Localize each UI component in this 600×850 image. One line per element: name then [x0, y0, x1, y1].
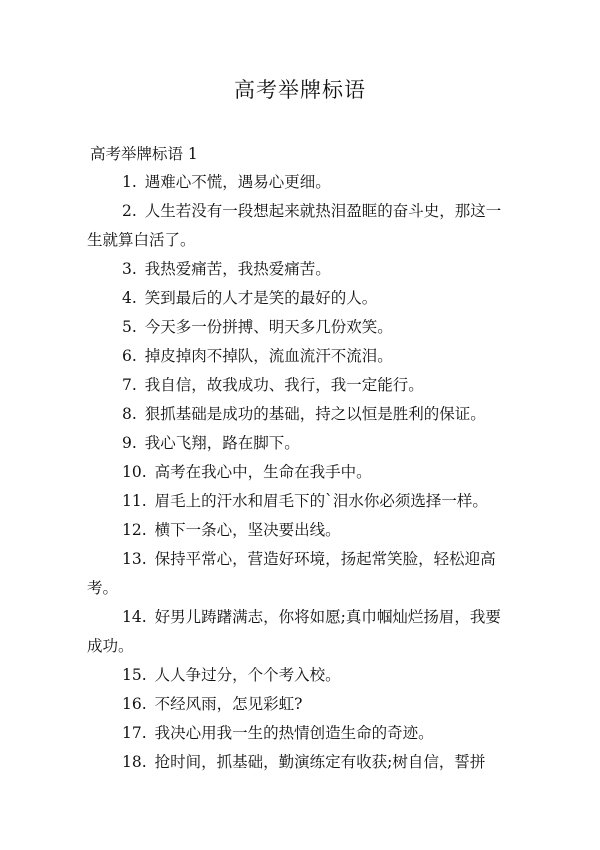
slogan-list	[87, 168, 515, 777]
item-number: 6.	[122, 347, 137, 365]
list-item	[87, 690, 515, 719]
item-text: 我决心用我一生的热情创造生命的奇迹。	[154, 724, 434, 742]
list-item	[87, 400, 515, 429]
item-text: 掉皮掉肉不掉队，流血流汗不流泪。	[144, 347, 393, 365]
item-text: 眉毛上的汗水和眉毛下的`泪水你必须选择一样。	[154, 492, 488, 510]
item-number: 8.	[122, 405, 137, 423]
item-number: 9.	[122, 434, 137, 452]
item-text: 笑到最后的人才是笑的最好的人。	[144, 289, 378, 307]
item-number: 18.	[122, 753, 147, 771]
item-number: 13.	[122, 550, 147, 568]
item-text: 保持平常心，营造好环境，扬起常笑脸，轻松迎高考。	[87, 550, 496, 597]
list-item	[87, 661, 515, 690]
item-number: 12.	[122, 521, 147, 539]
list-item	[87, 748, 515, 777]
item-text: 遇难心不慌，遇易心更细。	[144, 173, 331, 191]
item-text: 人生若没有一段想起来就热泪盈眶的奋斗史，那这一生就算白活了。	[87, 202, 502, 249]
list-item	[87, 545, 515, 603]
item-number: 2.	[122, 202, 137, 220]
item-number: 5.	[122, 318, 137, 336]
list-item	[87, 313, 515, 342]
item-number: 14.	[122, 608, 147, 626]
item-text: 今天多一份拼搏、明天多几份欢笑。	[144, 318, 393, 336]
item-number: 4.	[122, 289, 137, 307]
item-number: 15.	[122, 666, 147, 684]
item-text: 高考在我心中，生命在我手中。	[154, 463, 372, 481]
list-item	[87, 603, 515, 661]
item-text: 不经风雨，怎见彩虹?	[154, 695, 303, 713]
item-text: 我热爱痛苦，我热爱痛苦。	[144, 260, 331, 278]
list-item	[87, 168, 515, 197]
item-text: 人人争过分，个个考入校。	[154, 666, 341, 684]
item-text: 好男儿踌躇满志，你将如愿;真巾帼灿烂扬眉，我要成功。	[87, 608, 501, 655]
item-number: 16.	[122, 695, 147, 713]
item-text: 我自信，故我成功、我行，我一定能行。	[144, 376, 424, 394]
list-item	[87, 342, 515, 371]
item-text: 抢时间，抓基础，勤演练定有收获;树自信，誓拼	[154, 753, 486, 771]
list-item	[87, 197, 515, 255]
list-item	[87, 487, 515, 516]
list-item	[87, 284, 515, 313]
item-number: 11.	[122, 492, 147, 510]
item-text: 狠抓基础是成功的基础，持之以恒是胜利的保证。	[144, 405, 486, 423]
list-item	[87, 371, 515, 400]
item-number: 10.	[122, 463, 147, 481]
page-title: 高考举牌标语	[234, 78, 366, 102]
item-number: 1.	[122, 173, 137, 191]
item-number: 17.	[122, 724, 147, 742]
item-text: 横下一条心，坚决要出线。	[154, 521, 341, 539]
item-number: 3.	[122, 260, 137, 278]
list-item	[87, 255, 515, 284]
list-item	[87, 719, 515, 748]
item-number: 7.	[122, 376, 137, 394]
list-item	[87, 458, 515, 487]
list-item	[87, 429, 515, 458]
item-text: 我心飞翔，路在脚下。	[144, 434, 300, 452]
section-heading: 高考举牌标语 1	[90, 145, 198, 163]
list-item	[87, 516, 515, 545]
